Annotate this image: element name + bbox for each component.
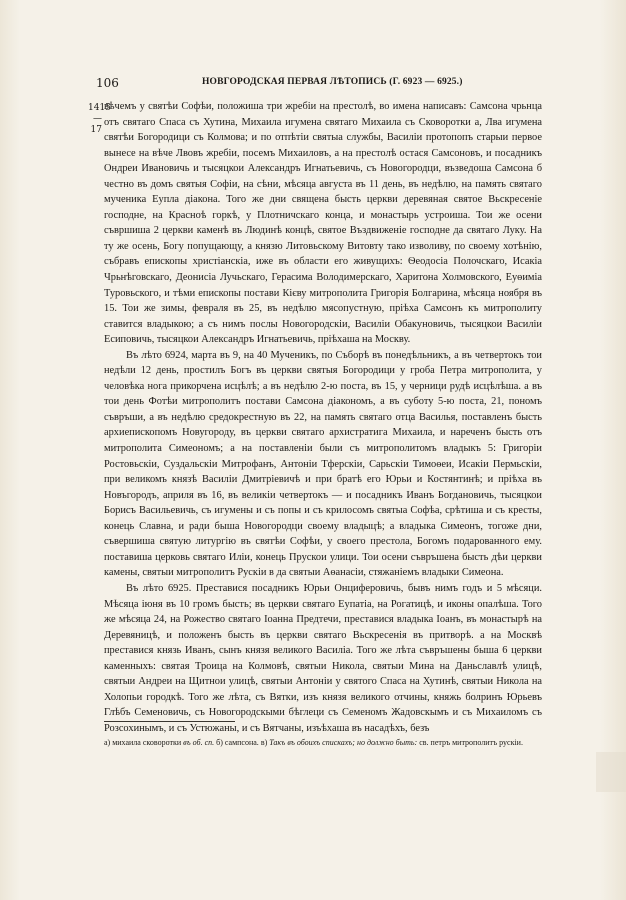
page-header — [96, 76, 540, 92]
footnote-c-note: Такъ въ обоихъ спискахъ; но должно быть: — [269, 738, 418, 747]
footnote-divider — [104, 721, 235, 722]
footnote-c-text: св. петръ митрополитъ рускіи. — [419, 738, 523, 747]
footnote-c-marker: в) — [260, 738, 268, 747]
running-title: НОВГОРОДСКАЯ ПЕРВАЯ ЛѢТОПИСЬ (Г. 6923 — 6925.) — [202, 77, 463, 87]
footnote-a: а) михаила сковоротки — [104, 738, 182, 747]
footnotes — [104, 737, 542, 749]
margin-year-range: 1415 —17 — [88, 103, 111, 135]
page-number: 106 — [96, 76, 119, 90]
paragraph-year-6925: Въ лѣто 6925. Преставися посадникъ Юрьи Онциферовичь, бывъ нимъ годъ и 5 мѣсяци. Мѣсяца іюня въ 10 громъ бысть; въ церкви святаго Еупатіа, на Рогатицѣ, и иконы опалѣша. Того же мѣсяца 24, на Рожество святаго Іоанна Предтечи, преставися владыка Іоанъ, въ монастырѣ на Деревяницѣ, и положенъ бысть въ церкви святаго Вьскресенія въ притворѣ. а на Москвѣ преставися князь Иванъ, сынъ князя великого Василіа. Того же лѣта съвръшены быша 6 церкви каменныхъ: святая Троица на Колмовѣ, святыи Никола, святыи Мина на Даньславлѣ улицѣ, святыи Андреи на Щитнои улицѣ, святыи Антоніи у святого Спаса на Хутинѣ, святыи Никола на Холопьи городкѣ. Того же лѣта, съ Вятки, изъ князя великого отчины, княжь болринъ Юрьевъ Глѣбъ Семеновичь, съ Новогородскыми бѣглеци съ Семеномъ Жадовскымъ и съ Михаиломъ съ Розсохинымъ, и съ Устюжаны, и съ Вятчаны, изъѣхаша въ насадѣхъ, безъ — [104, 582, 542, 734]
paragraph-1: вѣчемъ у святѣи Софѣи, положиша три жребіи на престолѣ, во имена написавъ: Самсона чрьнца отъ святаго Спаса съ Хутина, Михаила игумена святаго Михаила съ Сковоротки а, Лва игумена святѣи Богородици съ Колмова; и по отпѣтіи святыа службы, Василіи протопопъ старыи первое вынесе на вѣче Лвовъ жребіи, посемъ Михаиловъ, а на престолѣ остася Самсоновъ, и посадникъ Ондреи Ивановичь и тысяцкои Александръ Игнатьевичь, съ Новогородци, възведоша Самсона б честно въ домъ святыя Софіи, на сѣни, мѣсяца августа въ 11 день, въ недѣлю, на память святаго мученика Еупла діакона. Того же дни священа бысть церкви деревяная святое Вьскресеніе господне, на Красноѣ горкѣ, у Плотничскаго конца, и монастырь устроиша. Тои же осени съвршиша 2 церкви каменѣ въ Людинѣ концѣ, святое Въздвиженіе господне да святаго Луку. На ту же осень, Богу попущающу, а князю Литовьскому Витовту тако изволиву, по своему хотѣнію, събравъ епископы христіанскіа, иже въ области его живущихъ: Ѳеодосіа Полочскаго, Исакіа Чрьнѣговскаго, Деонисіа Лучьскаго, Герасима Володимерскаго, Харитона Холмовского, Еуѳиміа Туровьского, и тѣми епископы постави Кієву митрополита Григорія Болгарина, мѣсяца ноября въ 15. Тои же зимы, февраля въ 25, въ недѣлю мясопустную, пріѣха Самсонъ къ митрополиту ставится владыкою; а съ нимъ послы Новогородскіи, Василіи Обакуновичь, тысяцкои Василіи Есиповичь, тысяцкои Александръ Игнатьевичь, пріѣхаша на Москву. — [104, 101, 542, 346]
footnote-a-note: въ об. сп. — [183, 738, 215, 747]
library-stamp-mark — [596, 752, 626, 792]
footnote-b: б) сампсона. — [216, 738, 259, 747]
chronicle-text — [104, 99, 542, 736]
paragraph-year-6924: Въ лѣто 6924, марта въ 9, на 40 Мученикъ, по Съборѣ въ понедѣльникъ, а въ четвертокъ тои недѣли 12 день, простилъ Богъ въ церкви святыя Богородици у гроба Петра митрополита, у человѣка нога прикорчена исцѣлѣ; а въ недѣлю 2-ю поста, въ 15, у черници рудѣ исцѣлѣша. а въ тои день Фотѣи митрополитъ постави Самсона діакономъ, а въ суботу 5-ю поста, 21, пономъ съвръши, а въ недѣлю средокрестную въ 22, на память святаго отца Василья, поставленъ бысть архиепископомъ Новугороду, въ церкви святаго архистратига Михаила, и нареченъ бысть отъ митрополита Симеономъ; а на поставленіи были съ митрополитомъ владыкъ 5: Григоріи Ростовьскіи, Суздальскіи Митрофанъ, Антоніи Тферскіи, Сарьскіи Тимоѳеи, Исакіи Пермьскіи, при великомъ князѣ Василіи Дмитріевичѣ и при братѣ его Юрьи и Костянтинѣ; и пріѣха въ Новъгородъ, априля въ 16, въ великіи четвертокъ — и посадникъ Иванъ Богдановичь, тысяцкои Борисъ Васильевичь, съ игумены и съ попы и съ крилосомъ святыа Софѣа, срѣтиша и съ кресты, конець Славна, и ради быша Новогородци своему владыцѣ; а владыка Симеонъ, тогоже дни, съвершиша святую литургію въ святѣи Софѣи, у своего престола, Богомъ подарованного ему. поставиша церковь святаго Иліи, конець Прускои улици. Тои осени съвръшена бысть дѣи церкви камены, святыи митрополитъ Рускіи в да святыи Аѳанасіи, стяжаніемъ владыки Симеона. — [104, 349, 542, 579]
